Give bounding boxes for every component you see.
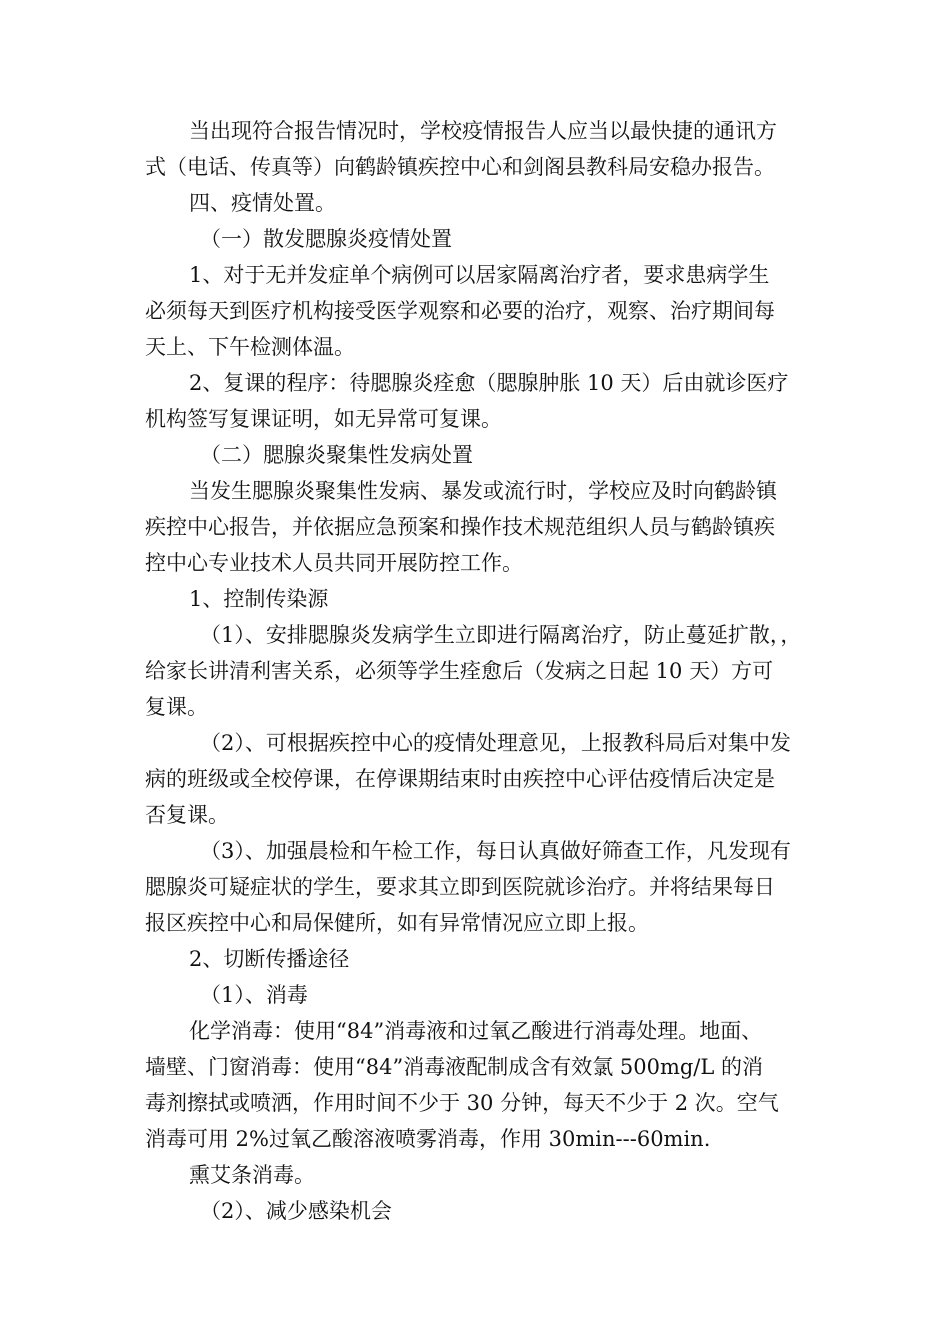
item-heading: （2）、减少感染机会 [200, 1199, 392, 1223]
text-line: 毒剂擦拭或喷洒，作用时间不少于 30 分钟，每天不少于 2 次。空气 [145, 1091, 779, 1115]
item-heading: （1）、消毒 [200, 983, 308, 1007]
text-line: 式（电话、传真等）向鹤龄镇疾控中心和剑阁县教科局安稳办报告。 [145, 155, 775, 179]
text-line: 必须每天到医疗机构接受医学观察和必要的治疗，观察、治疗期间每 [145, 299, 775, 323]
text-line: 当发生腮腺炎聚集性发病、暴发或流行时，学校应及时向鹤龄镇 [189, 479, 777, 503]
text-line: 墙壁、门窗消毒：使用“84”消毒液配制成含有效氯 500mg/L 的消 [145, 1055, 764, 1079]
text-line: 病的班级或全校停课，在停课期结束时由疾控中心评估疫情后决定是 [145, 767, 775, 791]
text-line: 腮腺炎可疑症状的学生，要求其立即到医院就诊治疗。并将结果每日 [145, 875, 775, 899]
text-line: 否复课。 [145, 803, 229, 827]
text-line: 熏艾条消毒。 [189, 1163, 315, 1187]
text-line: 1、对于无并发症单个病例可以居家隔离治疗者，要求患病学生 [189, 263, 770, 287]
text-line: 复课。 [145, 695, 208, 719]
item-heading: 2、切断传播途径 [189, 947, 350, 971]
item-heading: 1、控制传染源 [189, 587, 329, 611]
text-line: （3）、加强晨检和午检工作，每日认真做好筛查工作，凡发现有 [200, 839, 791, 863]
text-line: 机构签写复课证明，如无异常可复课。 [145, 407, 502, 431]
text-line: 天上、下午检测体温。 [145, 335, 355, 359]
text-line: （1）、安排腮腺炎发病学生立即进行隔离治疗，防止蔓延扩散，， [200, 623, 802, 647]
text-line: 消毒可用 2%过氧乙酸溶液喷雾消毒，作用 30min---60min. [145, 1127, 711, 1151]
text-line: 疾控中心报告，并依据应急预案和操作技术规范组织人员与鹤龄镇疾 [145, 515, 775, 539]
text-line: 当出现符合报告情况时，学校疫情报告人应当以最快捷的通讯方 [189, 119, 777, 143]
text-line: （2）、可根据疾控中心的疫情处理意见，上报教科局后对集中发 [200, 731, 791, 755]
text-line: 给家长讲清利害关系，必须等学生痊愈后（发病之日起 10 天）方可 [145, 659, 774, 683]
subsection-heading: （二）腮腺炎聚集性发病处置 [200, 443, 473, 467]
text-line: 报区疾控中心和局保健所，如有异常情况应立即上报。 [145, 911, 649, 935]
subsection-heading: （一）散发腮腺炎疫情处置 [200, 227, 452, 251]
document-page [145, 113, 809, 1229]
section-heading: 四、疫情处置。 [189, 191, 336, 215]
text-line: 2、复课的程序：待腮腺炎痊愈（腮腺肿胀 10 天）后由就诊医疗 [189, 371, 789, 395]
text-line: 化学消毒：使用“84”消毒液和过氧乙酸进行消毒处理。地面、 [189, 1019, 763, 1043]
text-line: 控中心专业技术人员共同开展防控工作。 [145, 551, 523, 575]
